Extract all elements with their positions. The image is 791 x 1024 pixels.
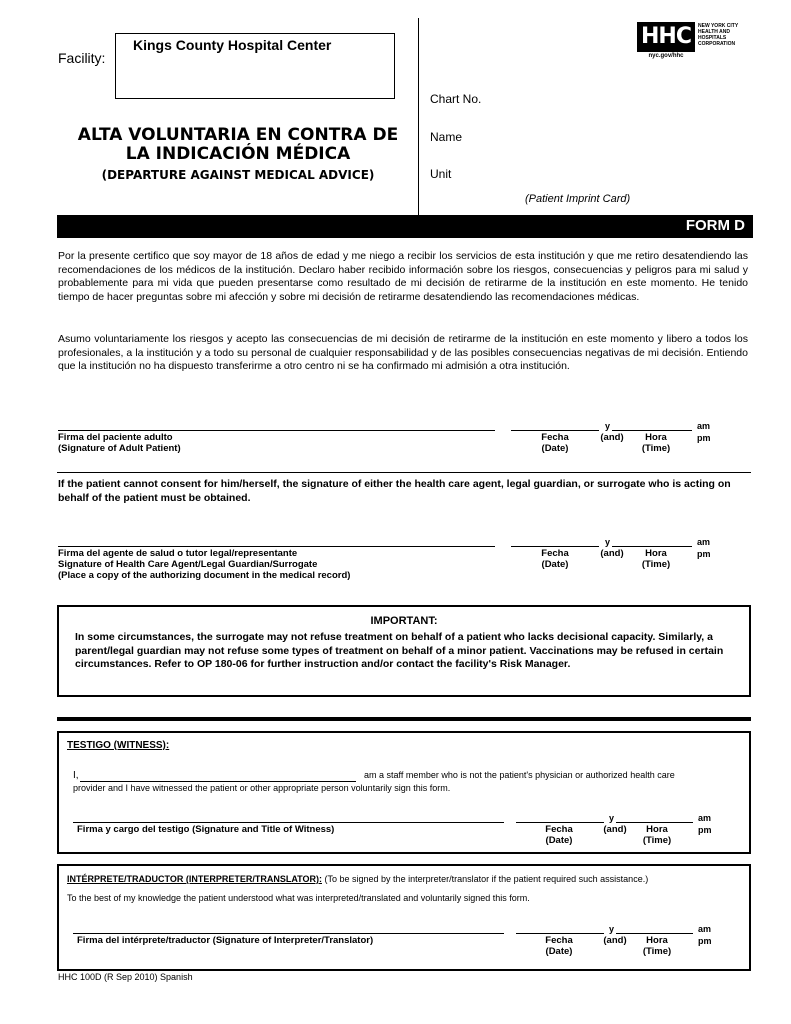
surrogate-signature-label-note: (Place a copy of the authorizing document in the medical record) bbox=[58, 570, 351, 581]
interpreter-title-note: (To be signed by the interpreter/translator if the patient required such assistance.) bbox=[324, 874, 649, 884]
date-label: (Date) bbox=[545, 835, 573, 846]
witness-statement-line2: provider and I have witnessed the patient or other appropriate person voluntarily sign this form. bbox=[73, 783, 451, 793]
time-label: (Time) bbox=[641, 443, 671, 454]
date-label: (Date) bbox=[541, 443, 569, 454]
statement-paragraph-2: Asumo voluntariamente los riesgos y acepto las consecuencias de mi decisión de retirarme de la institución en este momento y libero a todos los profesionales, a la institución y a todo su personal de cualquier responsabilidad y de las posibles consecuencias negativas de mi decisión. Entiendo que la institución no ha dispuesto transferirme a otro centro ni se ha confirmado mi admisión a otra institución. bbox=[58, 333, 748, 372]
form-code: HHC 100D (R Sep 2010) Spanish bbox=[58, 972, 193, 982]
patient-imprint-label: (Patient Imprint Card) bbox=[525, 193, 631, 205]
unit-label: Unit bbox=[430, 167, 452, 181]
am-label: am bbox=[698, 813, 712, 823]
patient-signature-label-es: Firma del paciente adulto bbox=[58, 432, 173, 443]
time-label: (Time) bbox=[642, 835, 672, 846]
date-column-label bbox=[534, 935, 584, 957]
important-notice-box bbox=[57, 605, 751, 697]
surrogate-date-line[interactable] bbox=[511, 546, 599, 547]
witness-name-line[interactable] bbox=[80, 781, 356, 782]
date-column-label bbox=[534, 824, 584, 846]
hora-label: Hora bbox=[646, 824, 668, 835]
hora-label: Hora bbox=[645, 548, 667, 559]
y-label: y bbox=[609, 924, 615, 934]
surrogate-signature-label bbox=[58, 548, 350, 581]
surrogate-signature-label-en: Signature of Health Care Agent/Legal Guardian/Surrogate bbox=[58, 559, 318, 570]
and-label: (and) bbox=[600, 548, 624, 559]
hhc-logo bbox=[637, 22, 747, 59]
pm-label: pm bbox=[698, 936, 712, 946]
witness-i-label: I, bbox=[73, 770, 79, 781]
witness-time-line[interactable] bbox=[616, 822, 693, 823]
surrogate-consent-note: If the patient cannot consent for him/herself, the signature of either the health care agent, legal guardian, or surrogate who is acting on behalf of the patient must be obtained. bbox=[58, 478, 731, 504]
patient-signature-label-en: (Signature of Adult Patient) bbox=[58, 443, 181, 454]
time-column-label bbox=[637, 824, 677, 846]
fecha-label: Fecha bbox=[545, 824, 573, 835]
section-divider bbox=[57, 472, 751, 473]
surrogate-signature-label-es: Firma del agente de salud o tutor legal/representante bbox=[58, 548, 298, 559]
witness-signature-label: Firma y cargo del testigo (Signature and Title of Witness) bbox=[77, 824, 335, 835]
am-label: am bbox=[698, 924, 712, 934]
date-label: (Date) bbox=[541, 559, 569, 570]
interpreter-title-row bbox=[67, 874, 648, 884]
form-title-spanish bbox=[58, 126, 418, 164]
interpreter-title: INTÉRPRETE/TRADUCTOR (INTERPRETER/TRANSLATOR): bbox=[67, 874, 322, 884]
and-label: (and) bbox=[603, 824, 627, 835]
patient-signature-label bbox=[58, 432, 181, 454]
name-label: Name bbox=[430, 130, 463, 144]
time-column-label bbox=[637, 935, 677, 957]
interpreter-time-line[interactable] bbox=[616, 933, 693, 934]
chart-no-label: Chart No. bbox=[430, 92, 482, 106]
witness-signature-line[interactable] bbox=[73, 822, 504, 823]
surrogate-signature-line[interactable] bbox=[58, 546, 495, 547]
fecha-label: Fecha bbox=[545, 935, 573, 946]
interpreter-section bbox=[57, 864, 751, 971]
form-title-english: (DEPARTURE AGAINST MEDICAL ADVICE) bbox=[101, 168, 375, 182]
date-column-label bbox=[530, 548, 580, 570]
form-title-spanish-line1: ALTA VOLUNTARIA EN CONTRA DE bbox=[77, 125, 399, 145]
witness-statement-line1: am a staff member who is not the patient's physician or authorized health care bbox=[364, 770, 675, 780]
interpreter-date-line[interactable] bbox=[516, 933, 604, 934]
form-bar bbox=[57, 215, 753, 238]
witness-title: TESTIGO (WITNESS): bbox=[67, 740, 170, 751]
interpreter-signature-label: Firma del intérprete/traductor (Signature of Interpreter/Translator) bbox=[77, 935, 374, 946]
interpreter-statement: To the best of my knowledge the patient understood what was interpreted/translated and voluntarily signed this form. bbox=[67, 893, 530, 903]
form-label: FORM D bbox=[685, 217, 745, 234]
y-label: y bbox=[605, 537, 611, 547]
hora-label: Hora bbox=[646, 935, 668, 946]
am-label: am bbox=[697, 537, 711, 547]
important-title: IMPORTANT: bbox=[370, 615, 438, 627]
witness-section bbox=[57, 731, 751, 854]
patient-date-line[interactable] bbox=[511, 430, 599, 431]
patient-time-line[interactable] bbox=[612, 430, 692, 431]
facility-value: Kings County Hospital Center bbox=[133, 37, 332, 53]
time-label: (Time) bbox=[641, 559, 671, 570]
patient-signature-line[interactable] bbox=[58, 430, 495, 431]
time-column-label bbox=[636, 548, 676, 570]
am-label: am bbox=[697, 421, 711, 431]
fecha-label: Fecha bbox=[541, 548, 569, 559]
header-divider bbox=[418, 18, 419, 215]
pm-label: pm bbox=[698, 825, 712, 835]
surrogate-time-line[interactable] bbox=[612, 546, 692, 547]
y-label: y bbox=[605, 421, 611, 431]
and-label: (and) bbox=[603, 935, 627, 946]
section-rule bbox=[57, 717, 751, 721]
hhc-logo-mark: HHC bbox=[637, 22, 695, 52]
form-title-spanish-line2: LA INDICACIÓN MÉDICA bbox=[125, 144, 351, 164]
interpreter-signature-line[interactable] bbox=[73, 933, 504, 934]
y-label: y bbox=[609, 813, 615, 823]
statement-paragraph-1: Por la presente certifico que soy mayor de 18 años de edad y me niego a recibir los servicios de esta institución y que me retiro desatendiendo las recomendaciones de los médicos de la institución. Declaro haber recibido información sobre los riesgos, consecuencias y peligros para mi salud y probablemente para mi vida que pueden presentarse como resultado de mi decisión de retirarme de la institución en este momento. He tenido tiempo de hacer preguntas sobre mi afección y sobre mi decisión de retirarme desatendiendo las recomendaciones médicas. bbox=[58, 250, 748, 303]
pm-label: pm bbox=[697, 433, 711, 443]
time-column-label bbox=[636, 432, 676, 454]
hhc-logo-url: nyc.gov/hhc bbox=[648, 53, 684, 59]
pm-label: pm bbox=[697, 549, 711, 559]
and-label: (and) bbox=[600, 432, 624, 443]
date-label: (Date) bbox=[545, 946, 573, 957]
hora-label: Hora bbox=[645, 432, 667, 443]
time-label: (Time) bbox=[642, 946, 672, 957]
facility-label: Facility: bbox=[58, 50, 106, 66]
fecha-label: Fecha bbox=[541, 432, 569, 443]
date-column-label bbox=[530, 432, 580, 454]
important-body: In some circumstances, the surrogate may not refuse treatment on behalf of a patient who lacks decisional capacity. Similarly, a parent/legal guardian may not refuse some types of treatment on behalf of a minor patient. Vaccinations may be refused in certain circumstances. Refer to OP 180-06 for further instruction and/or contact the facility's Risk Manager. bbox=[75, 631, 724, 670]
hhc-logo-text: NEW YORK CITY HEALTH AND HOSPITALS CORPORATION bbox=[698, 23, 739, 47]
witness-date-line[interactable] bbox=[516, 822, 604, 823]
